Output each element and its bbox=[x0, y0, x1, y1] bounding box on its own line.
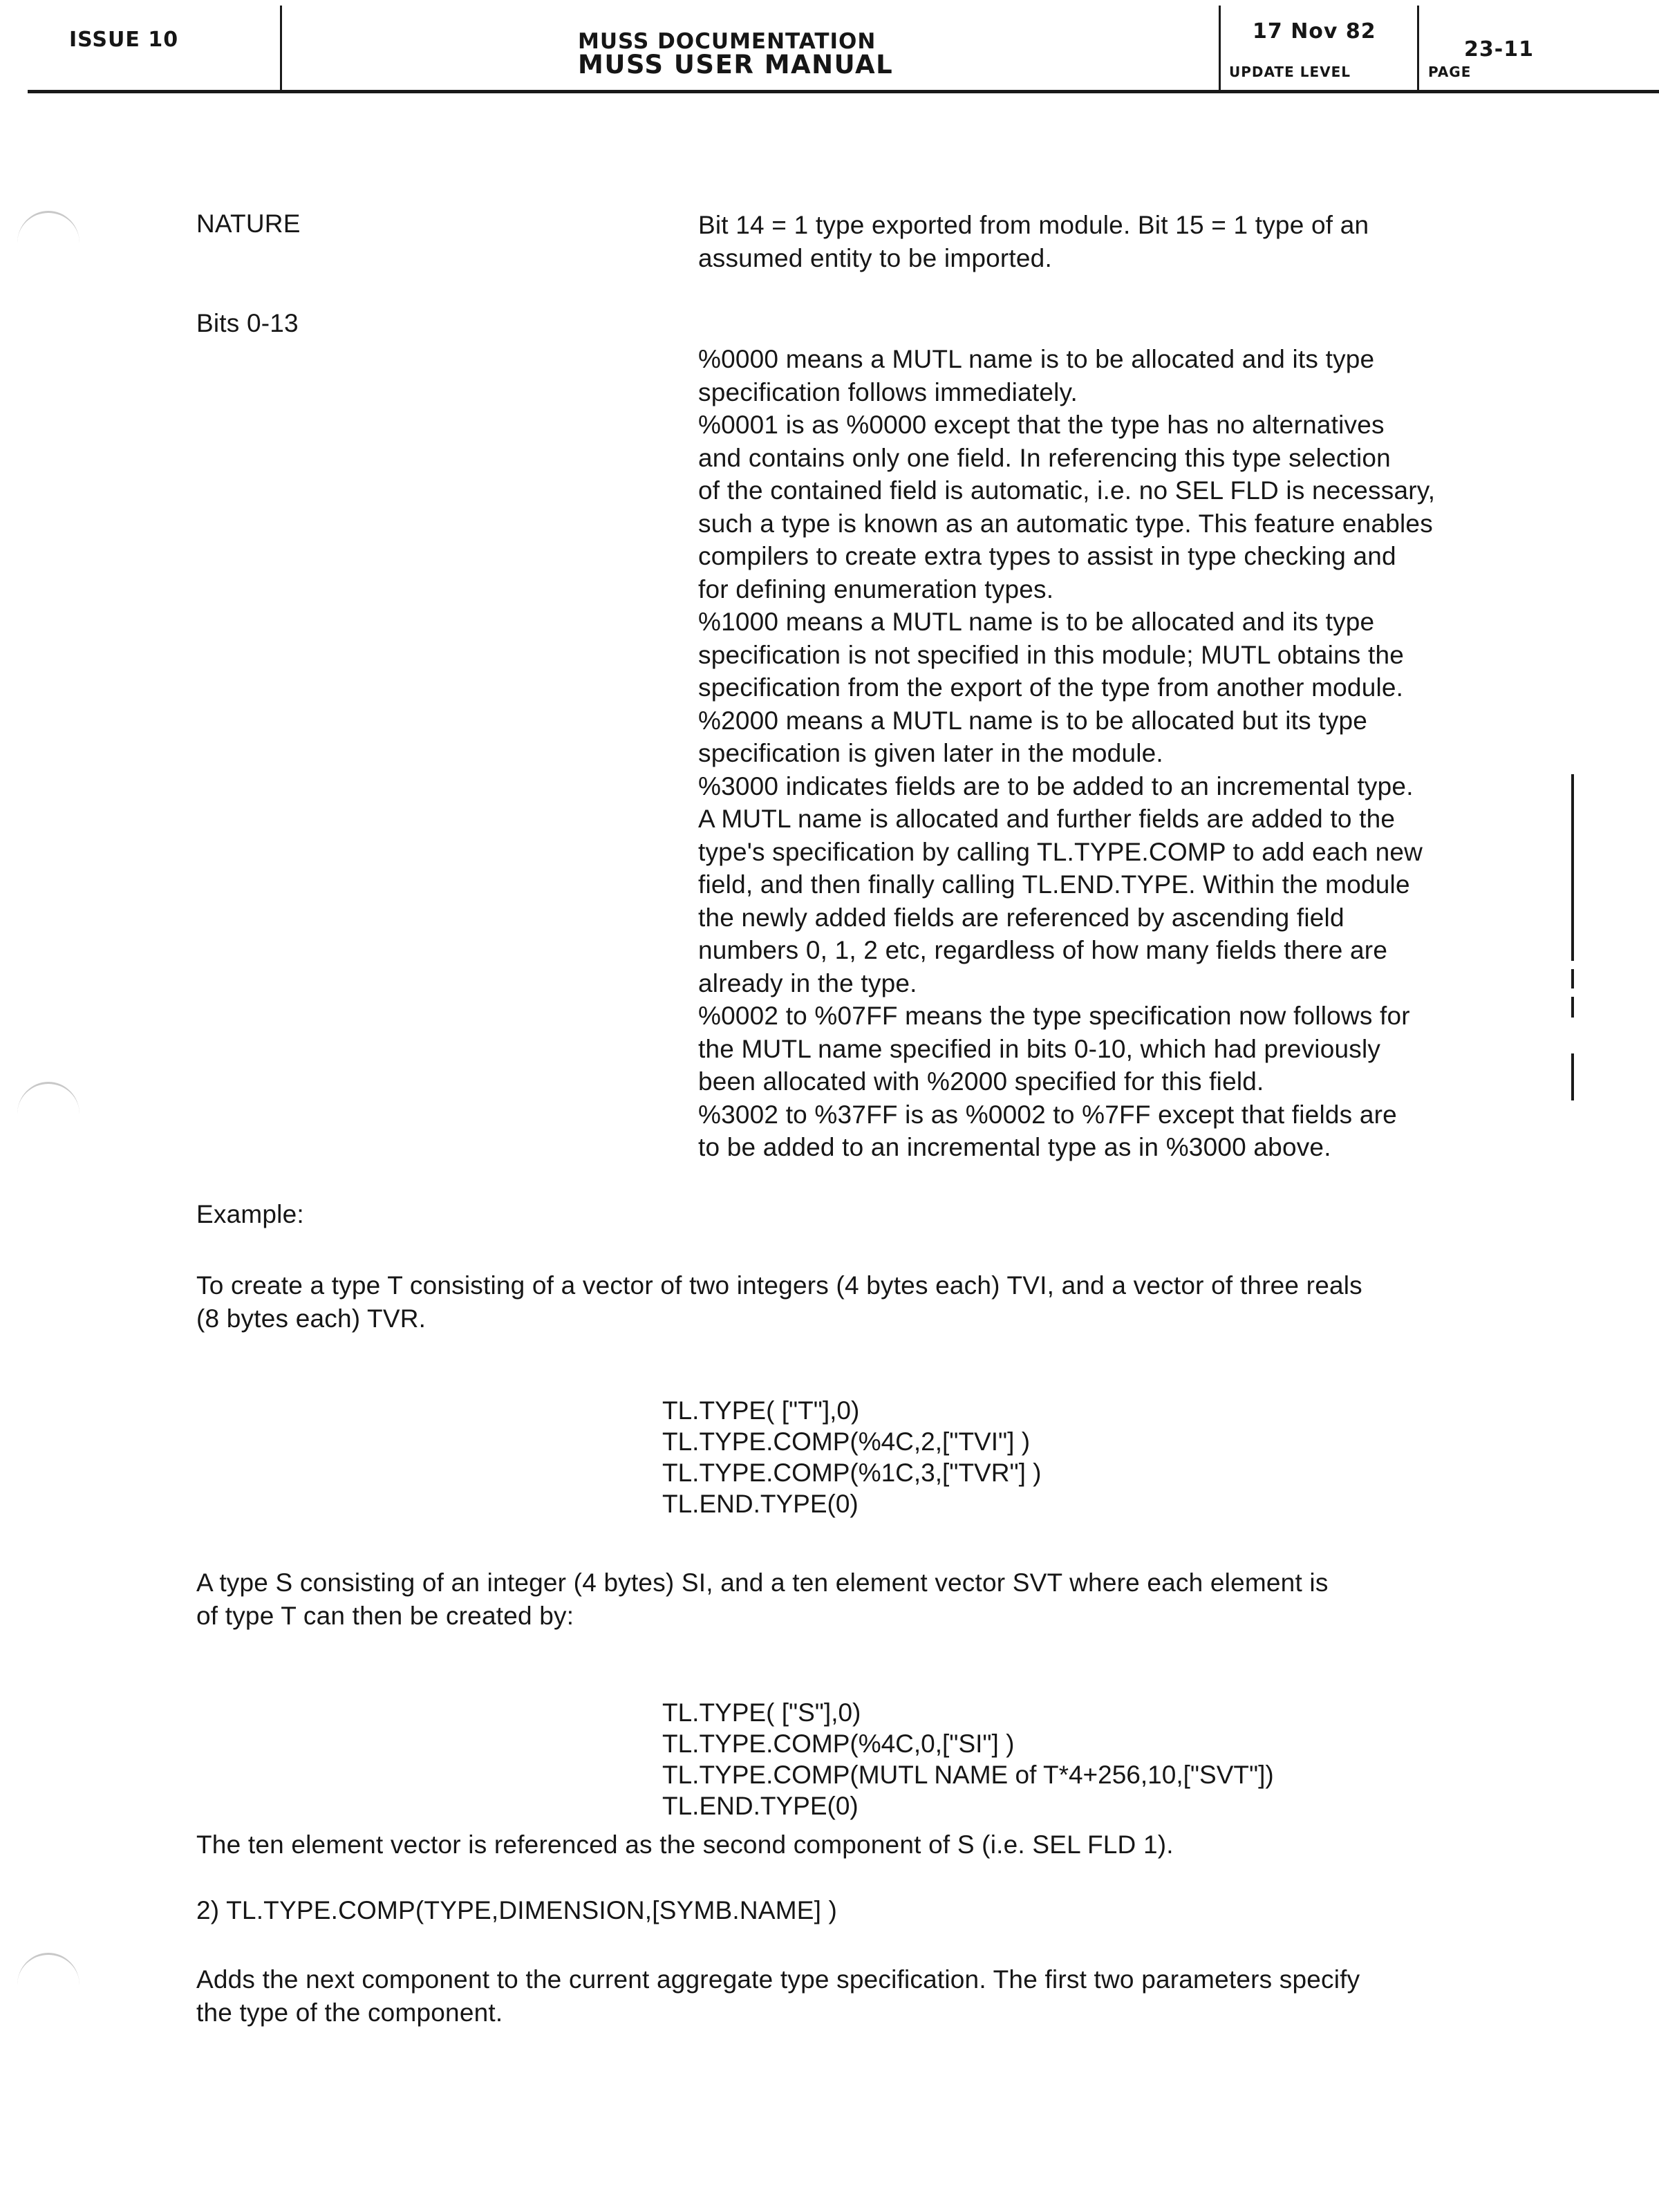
doc-title-line2: MUSS USER MANUAL bbox=[578, 50, 894, 79]
text-line: field, and then finally calling TL.END.TYPE. Within the module bbox=[698, 870, 1410, 899]
nature-description bbox=[698, 209, 1508, 274]
text-line: assumed entity to be imported. bbox=[698, 243, 1052, 272]
code-line: TL.TYPE.COMP(%4C,2,["TVI"] ) bbox=[662, 1427, 1031, 1456]
change-bar bbox=[1571, 997, 1574, 1018]
text-line: the type of the component. bbox=[196, 1998, 503, 2027]
text-line: the newly added fields are referenced by ascending field bbox=[698, 903, 1344, 932]
page-number: 23-11 bbox=[1464, 37, 1534, 62]
text-line: Adds the next component to the current aggregate type specification. The first two parameters specify bbox=[196, 1965, 1360, 1994]
header-divider bbox=[280, 6, 282, 91]
code-block-type-s bbox=[662, 1697, 1274, 1821]
bits-description bbox=[698, 343, 1508, 1164]
text-line: such a type is known as an automatic type. This feature enables bbox=[698, 509, 1433, 538]
text-line: (8 bytes each) TVR. bbox=[196, 1304, 427, 1333]
header-divider bbox=[1417, 6, 1419, 91]
text-line: to be added to an incremental type as in %3000 above. bbox=[698, 1133, 1331, 1161]
code-block-type-t bbox=[662, 1395, 1041, 1519]
text-line: of the contained field is automatic, i.e. no SEL FLD is necessary, bbox=[698, 476, 1436, 505]
code-line: TL.END.TYPE(0) bbox=[662, 1490, 859, 1518]
text-line: %0001 is as %0000 except that the type has no alternatives bbox=[698, 411, 1385, 439]
code-line: TL.END.TYPE(0) bbox=[662, 1792, 859, 1820]
header-rule bbox=[28, 90, 1659, 93]
code-line: TL.TYPE.COMP(%4C,0,["SI"] ) bbox=[662, 1730, 1015, 1758]
code-line: TL.TYPE.COMP(%1C,3,["TVR"] ) bbox=[662, 1459, 1042, 1487]
text-line: numbers 0, 1, 2 etc, regardless of how many fields there are bbox=[698, 936, 1388, 964]
text-line: been allocated with %2000 specified for this field. bbox=[698, 1067, 1264, 1096]
text-line: of type T can then be created by: bbox=[196, 1601, 574, 1630]
text-line: specification from the export of the type from another module. bbox=[698, 673, 1404, 702]
text-line: already in the type. bbox=[698, 968, 917, 997]
text-line: specification is not specified in this module; MUTL obtains the bbox=[698, 640, 1405, 669]
example-intro bbox=[196, 1269, 1362, 1335]
text-line: type's specification by calling TL.TYPE.COMP to add each new bbox=[698, 837, 1423, 866]
change-bar bbox=[1571, 969, 1574, 988]
section-heading: 2) TL.TYPE.COMP(TYPE,DIMENSION,[SYMB.NAME] ) bbox=[196, 1896, 838, 1924]
text-line: the MUTL name specified in bits 0-10, which had previously bbox=[698, 1034, 1381, 1063]
code-line: TL.TYPE( ["S"],0) bbox=[662, 1698, 861, 1727]
text-line: %1000 means a MUTL name is to be allocated and its type bbox=[698, 608, 1375, 636]
update-date: 17 Nov 82 bbox=[1253, 19, 1376, 44]
term-nature: NATURE bbox=[196, 209, 301, 238]
text-line: %2000 means a MUTL name is to be allocated but its type bbox=[698, 706, 1368, 735]
text-line: Bit 14 = 1 type exported from module. Bit 15 = 1 type of an bbox=[698, 211, 1369, 239]
change-bar bbox=[1571, 774, 1574, 961]
update-level-label: UPDATE LEVEL bbox=[1229, 64, 1351, 80]
example-heading: Example: bbox=[196, 1200, 304, 1228]
header-divider bbox=[1219, 6, 1221, 91]
code-line: TL.TYPE( ["T"],0) bbox=[662, 1396, 860, 1425]
section-description bbox=[196, 1963, 1360, 2029]
text-line: specification follows immediately. bbox=[698, 377, 1078, 406]
doc-title-line1: MUSS DOCUMENTATION bbox=[578, 29, 877, 54]
punch-hole-mark bbox=[17, 1082, 79, 1146]
issue-label: ISSUE 10 bbox=[69, 28, 179, 52]
punch-hole-mark bbox=[17, 1953, 79, 2017]
term-bits-0-13: Bits 0-13 bbox=[196, 309, 299, 337]
text-line: %3000 indicates fields are to be added to an incremental type. bbox=[698, 771, 1414, 800]
example-closing: The ten element vector is referenced as the second component of S (i.e. SEL FLD 1). bbox=[196, 1830, 1174, 1859]
text-line: A MUTL name is allocated and further fields are added to the bbox=[698, 805, 1396, 833]
text-line: %0000 means a MUTL name is to be allocated and its type bbox=[698, 345, 1375, 373]
text-line: %3002 to %37FF is as %0002 to %7FF except that fields are bbox=[698, 1100, 1397, 1129]
text-line: specification is given later in the module. bbox=[698, 739, 1163, 767]
example-middle bbox=[196, 1566, 1329, 1632]
text-line: and contains only one field. In referencing this type selection bbox=[698, 443, 1391, 472]
text-line: A type S consisting of an integer (4 bytes) SI, and a ten element vector SVT where each element is bbox=[196, 1568, 1329, 1597]
punch-hole-mark bbox=[17, 211, 79, 275]
change-bar bbox=[1571, 1053, 1574, 1100]
text-line: To create a type T consisting of a vector of two integers (4 bytes each) TVI, and a vector of three reals bbox=[196, 1271, 1362, 1300]
text-line: for defining enumeration types. bbox=[698, 574, 1054, 603]
text-line: compilers to create extra types to assist in type checking and bbox=[698, 542, 1396, 570]
text-line: %0002 to %07FF means the type specification now follows for bbox=[698, 1002, 1410, 1030]
code-line: TL.TYPE.COMP(MUTL NAME of T*4+256,10,["SVT"]) bbox=[662, 1761, 1274, 1789]
page-label: PAGE bbox=[1428, 64, 1472, 80]
